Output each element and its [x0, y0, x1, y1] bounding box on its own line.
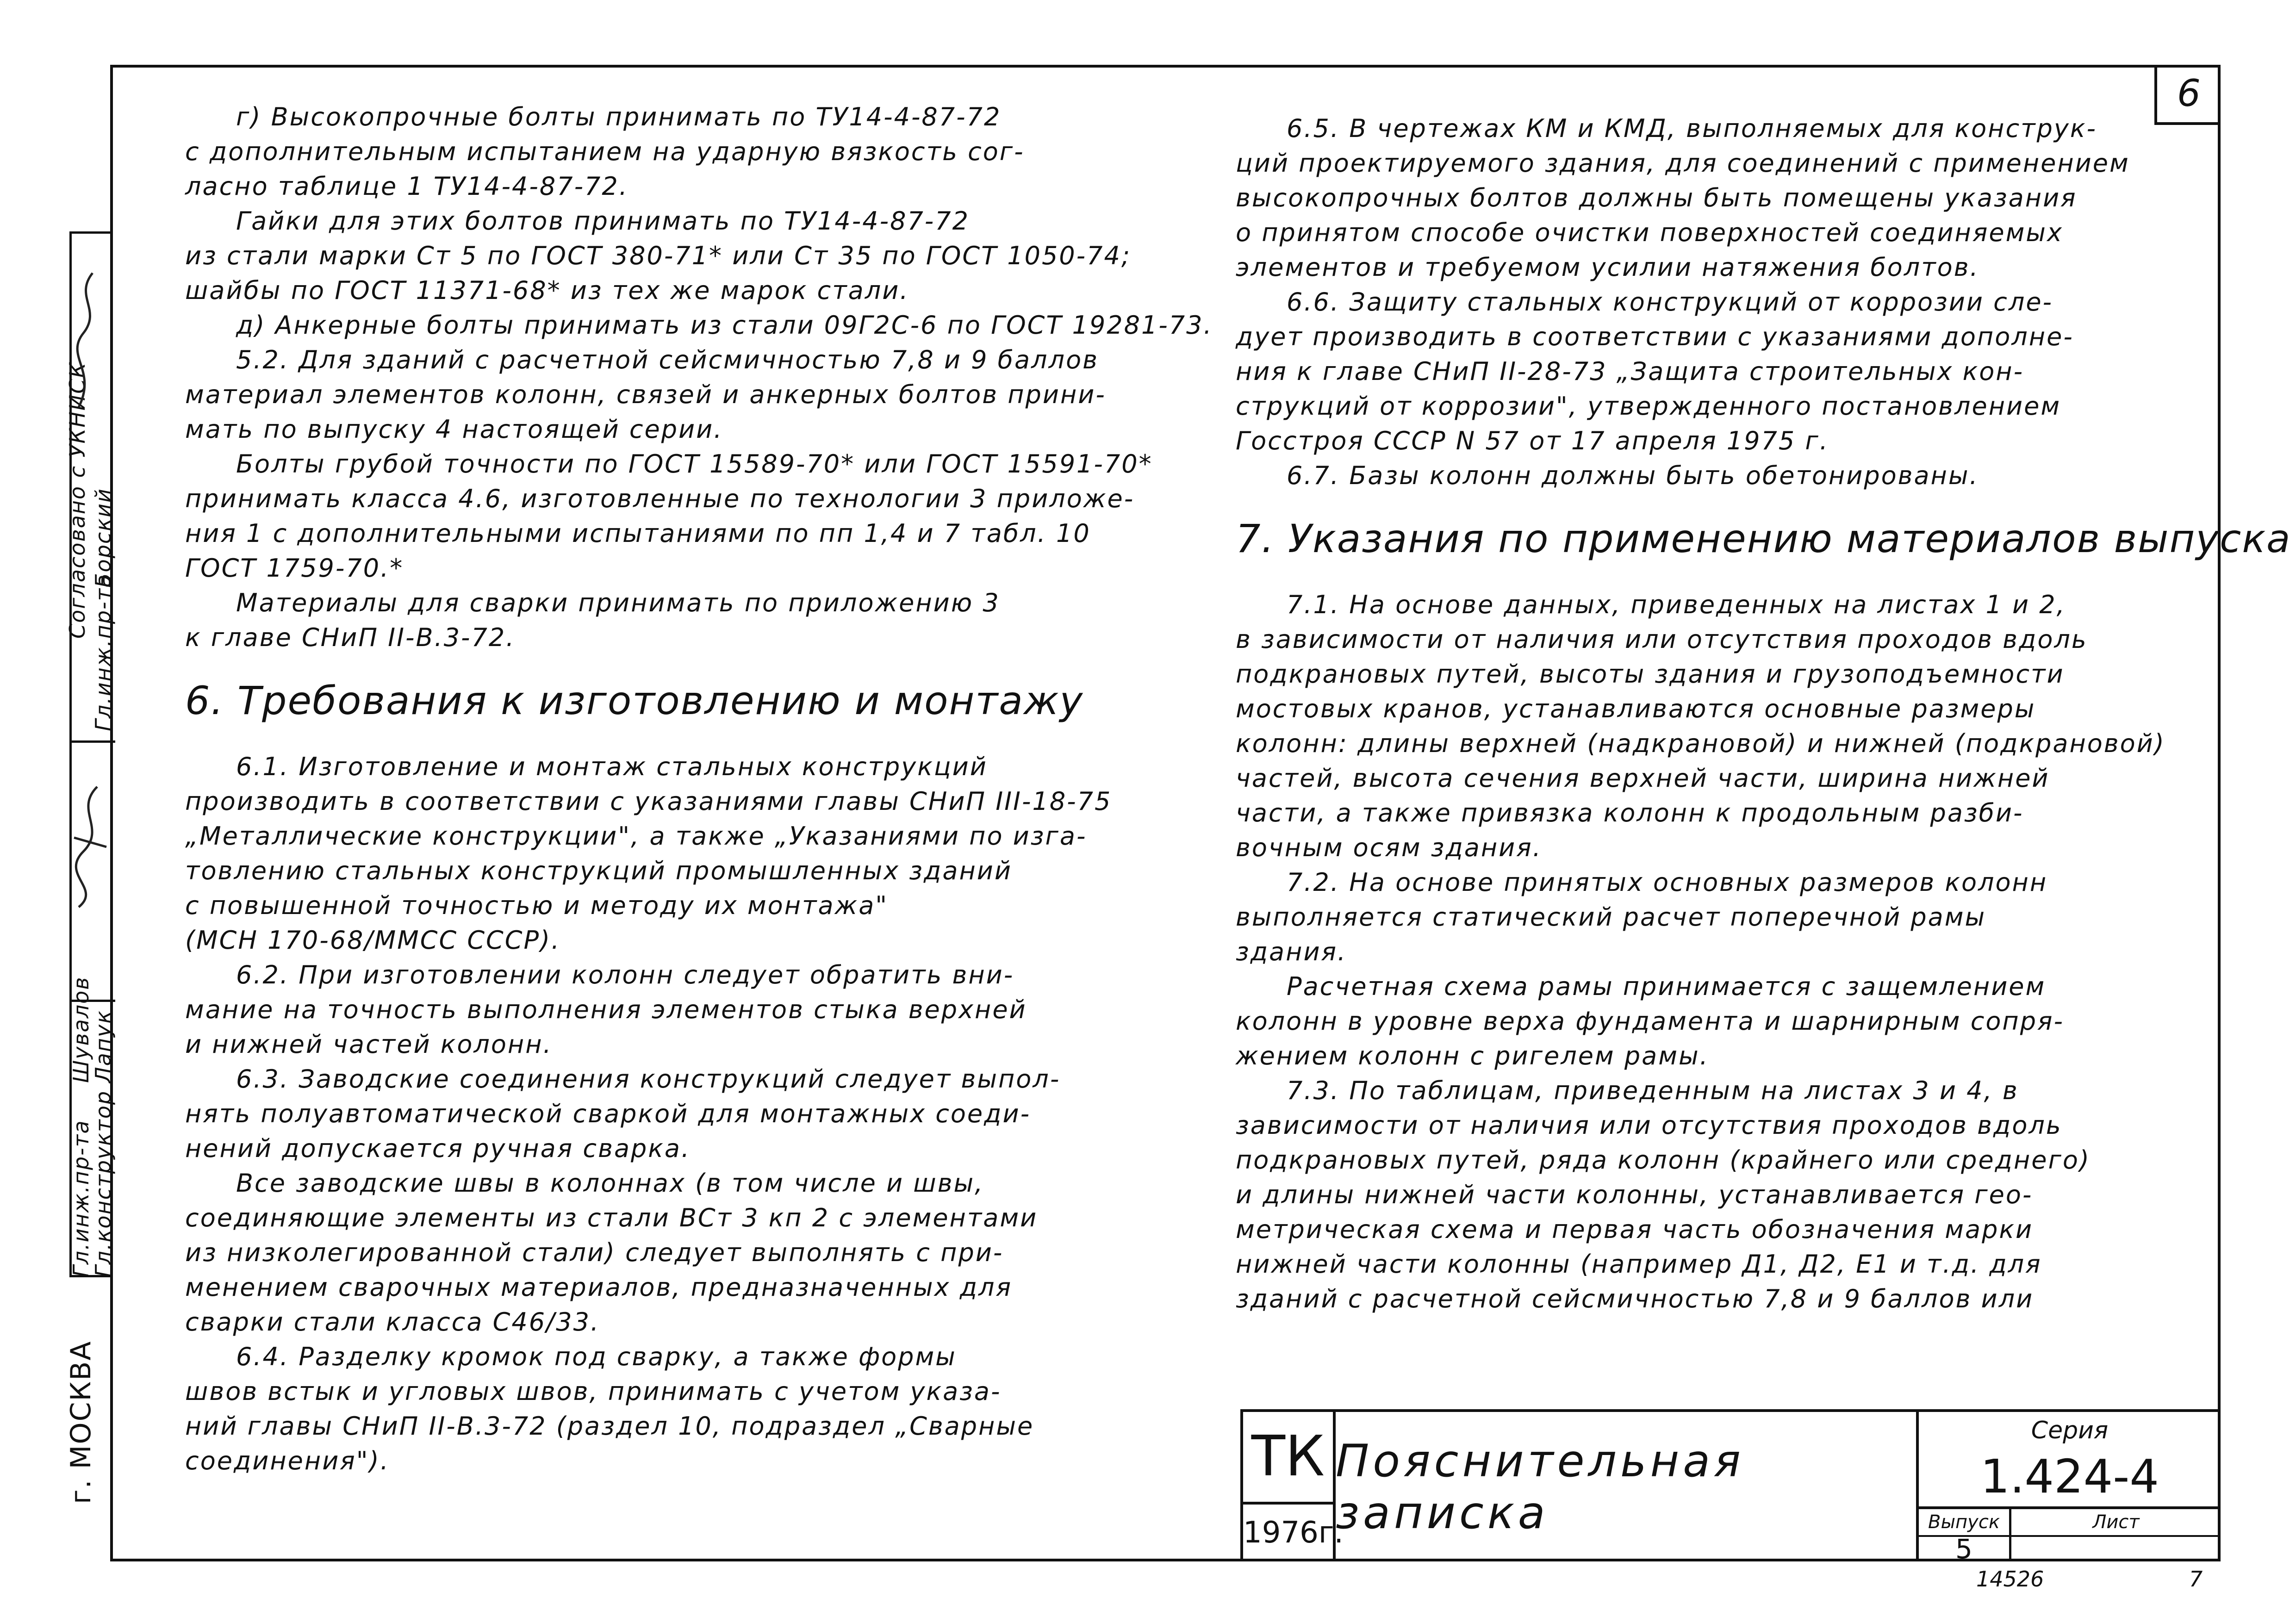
text-line: Материалы для сварки принимать по приложению 3	[236, 588, 1000, 617]
text-line: 6.1. Изготовление и монтаж стальных конструкций	[236, 752, 988, 781]
document-title: Пояснительная записка	[1336, 1412, 1919, 1561]
section-7-heading: 7. Указания по применению материалов выпуска	[1236, 516, 2291, 561]
text-line: и длины нижней части колонны, устанавливается гео-	[1236, 1180, 2033, 1209]
text-line: вочным осям здания.	[1236, 833, 1542, 862]
text-line: материал элементов колонн, связей и анкерных болтов прини-	[185, 380, 1106, 409]
issue-label: Выпуск	[1919, 1509, 2011, 1537]
text-line: колонн в уровне верха фундамента и шарнирным сопря-	[1236, 1007, 2064, 1036]
section-6-heading: 6. Требования к изготовлению и монтажу	[185, 678, 1084, 723]
text-line: Госстроя СССР N 57 от 17 апреля 1975 г.	[1236, 426, 1829, 455]
text-line: ГОСТ 1759-70.*	[185, 553, 404, 583]
stamp-role-3: Гл.инж.пр-та	[68, 1119, 93, 1277]
text-line: и нижней частей колонн.	[185, 1030, 553, 1059]
text-line: Болты грубой точности по ГОСТ 15589-70* или ГОСТ 15591-70*	[236, 449, 1153, 479]
text-line: зданий с расчетной сейсмичностью 7,8 и 9 баллов или	[1236, 1284, 2034, 1313]
text-line: 7.1. На основе данных, приведенных на листах 1 и 2,	[1287, 590, 2066, 619]
text-line: 6.4. Разделку кромок под сварку, а также формы	[236, 1342, 957, 1371]
left-text-after	[185, 749, 1129, 1478]
text-line: 6.6. Защиту стальных конструкций от коррозии сле-	[1287, 287, 2053, 317]
text-line: с повышенной точностью и методу их монтажа"	[185, 891, 889, 920]
stamp-agreed: Согласовано с УКНИСК	[65, 362, 90, 639]
text-line: о принятом способе очистки поверхностей соединяемых	[1236, 218, 2063, 247]
org-code: ТК	[1243, 1412, 1336, 1505]
text-line: ния к главе СНиП II-28-73 „Защита строительных кон-	[1236, 357, 2024, 386]
text-line: Все заводские швы в колоннах (в том числе и швы,	[236, 1169, 984, 1198]
text-line: зависимости от наличия или отсутствия проходов вдоль	[1236, 1111, 2062, 1140]
year: 1976г.	[1243, 1505, 1336, 1561]
text-line: 6.5. В чертежах КМ и КМД, выполняемых для конструк-	[1287, 114, 2097, 143]
text-line: ций проектируемого здания, для соединений с применением	[1236, 149, 2130, 178]
text-line: менением сварочных материалов, предназначенных для	[185, 1273, 1013, 1302]
sheet-value	[2011, 1537, 2221, 1561]
text-line: принимать класса 4.6, изготовленные по технологии 3 приложе-	[185, 484, 1135, 513]
right-column	[1236, 111, 2291, 1316]
series-value: 1.424-4	[1919, 1444, 2221, 1509]
text-line: жением колонн с ригелем рамы.	[1236, 1041, 1709, 1070]
text-line: колонн: длины верхней (надкрановой) и нижней (подкрановой)	[1236, 729, 2165, 758]
text-line: товлению стальных конструкций промышленных зданий	[185, 856, 1012, 885]
text-line: г) Высокопрочные болты принимать по ТУ14-4-87-72	[236, 102, 1002, 131]
text-line: д) Анкерные болты принимать из стали 09Г2С-6 по ГОСТ 19281-73.	[236, 311, 1213, 340]
stamp-name-3: Лапук	[91, 1010, 116, 1083]
right-text-before	[1236, 111, 2129, 493]
text-line: 6.7. Базы колонн должны быть обетонированы.	[1287, 461, 1979, 490]
text-line: к главе СНиП II-В.3-72.	[185, 623, 516, 652]
page-mark: 7	[2189, 1567, 2203, 1592]
signature-mark-top	[65, 268, 111, 417]
archive-number: 14526	[1976, 1567, 2044, 1592]
sheet-label: Лист	[2011, 1509, 2221, 1537]
sheet-number: 6	[2154, 65, 2221, 125]
text-line: производить в соответствии с указаниями главы СНиП III-18-75	[185, 787, 1112, 816]
text-line: (МСН 170-68/ММСС СССР).	[185, 926, 561, 955]
text-line: подкрановых путей, высоты здания и грузоподъемности	[1236, 659, 2065, 689]
text-line: „Металлические конструкции", а также „Указаниями по изга-	[185, 821, 1087, 851]
text-line: 7.3. По таблицам, приведенным на листах 3 и 4, в	[1287, 1076, 2019, 1105]
text-line: метрическая схема и первая часть обозначения марки	[1236, 1215, 2034, 1244]
text-line: мание на точность выполнения элементов стыка верхней	[185, 995, 1027, 1024]
text-line: 6.3. Заводские соединения конструкций следует выпол-	[236, 1064, 1061, 1094]
stamp-name-1: Борский	[91, 488, 116, 588]
text-line: нений допускается ручная сварка.	[185, 1134, 691, 1163]
title-block	[1240, 1409, 2221, 1565]
text-line: частей, высота сечения верхней части, ширина нижней	[1236, 764, 2050, 793]
text-line: выполняется статический расчет поперечной рамы	[1236, 902, 1986, 932]
text-line: части, а также привязка колонн к продольным разби-	[1236, 798, 2024, 827]
text-line: Гайки для этих болтов принимать по ТУ14-4-87-72	[236, 206, 970, 236]
series-label: Серия	[2031, 1417, 2109, 1444]
stamp-role-1: Гл.инж.пр-та	[91, 573, 116, 731]
text-line: 7.2. На основе принятых основных размеров колонн	[1287, 868, 2048, 897]
text-line: мостовых кранов, устанавливаются основные размеры	[1236, 694, 2036, 723]
text-line: ласно таблице 1 ТУ14-4-87-72.	[185, 172, 628, 201]
text-line: соединяющие элементы из стали ВСт 3 кп 2 с элементами	[185, 1203, 1038, 1232]
stamp-name-2: Шувалов	[68, 976, 93, 1083]
left-text-before	[185, 99, 1213, 655]
text-line: соединения").	[185, 1446, 390, 1475]
text-line: шайбы по ГОСТ 11371-68* из тех же марок стали.	[185, 276, 909, 305]
text-line: нять полуавтоматической сваркой для монтажных соеди-	[185, 1099, 1031, 1128]
text-line: с дополнительным испытанием на ударную вязкость сог-	[185, 137, 1025, 166]
text-line: 5.2. Для зданий с расчетной сейсмичностью 7,8 и 9 баллов	[236, 345, 1099, 374]
right-text-after	[1236, 587, 2165, 1316]
text-line: ний главы СНиП II-В.3-72 (раздел 10, подраздел „Сварные	[185, 1412, 1034, 1441]
text-line: ния 1 с дополнительными испытаниями по пп 1,4 и 7 табл. 10	[185, 519, 1091, 548]
city-label: г. МОСКВА	[65, 1340, 97, 1504]
text-line: из стали марки Ст 5 по ГОСТ 380-71* или Ст 35 по ГОСТ 1050-74;	[185, 241, 1132, 270]
text-line: элементов и требуемом усилии натяжения болтов.	[1236, 253, 1979, 282]
text-line: Расчетная схема рамы принимается с защемлением	[1287, 972, 2046, 1001]
text-line: из низколегированной стали) следует выполнять с при-	[185, 1238, 1004, 1267]
text-line: 6.2. При изготовлении колонн следует обратить вни-	[236, 960, 1014, 989]
stamp-role-2: Гл.конструктор	[91, 1090, 116, 1277]
text-line: здания.	[1236, 937, 1347, 966]
text-line: швов встык и угловых швов, принимать с учетом указа-	[185, 1377, 1002, 1406]
issue-value: 5	[1919, 1537, 2011, 1561]
text-line: высокопрочных болтов должны быть помещены указания	[1236, 183, 2077, 212]
text-line: струкций от коррозии", утвержденного постановлением	[1236, 392, 2061, 421]
text-line: мать по выпуску 4 настоящей серии.	[185, 415, 723, 444]
text-line: в зависимости от наличия или отсутствия проходов вдоль	[1236, 625, 2088, 654]
text-line: нижней части колонны (например Д1, Д2, Е1 и т.д. для	[1236, 1250, 2042, 1279]
text-line: подкрановых путей, ряда колонн (крайнего или среднего)	[1236, 1145, 2091, 1175]
signature-mark-mid	[65, 782, 116, 912]
text-line: сварки стали класса С46/33.	[185, 1307, 600, 1337]
left-column	[185, 99, 1213, 1478]
text-line: дует производить в соответствии с указаниями дополне-	[1236, 322, 2074, 351]
